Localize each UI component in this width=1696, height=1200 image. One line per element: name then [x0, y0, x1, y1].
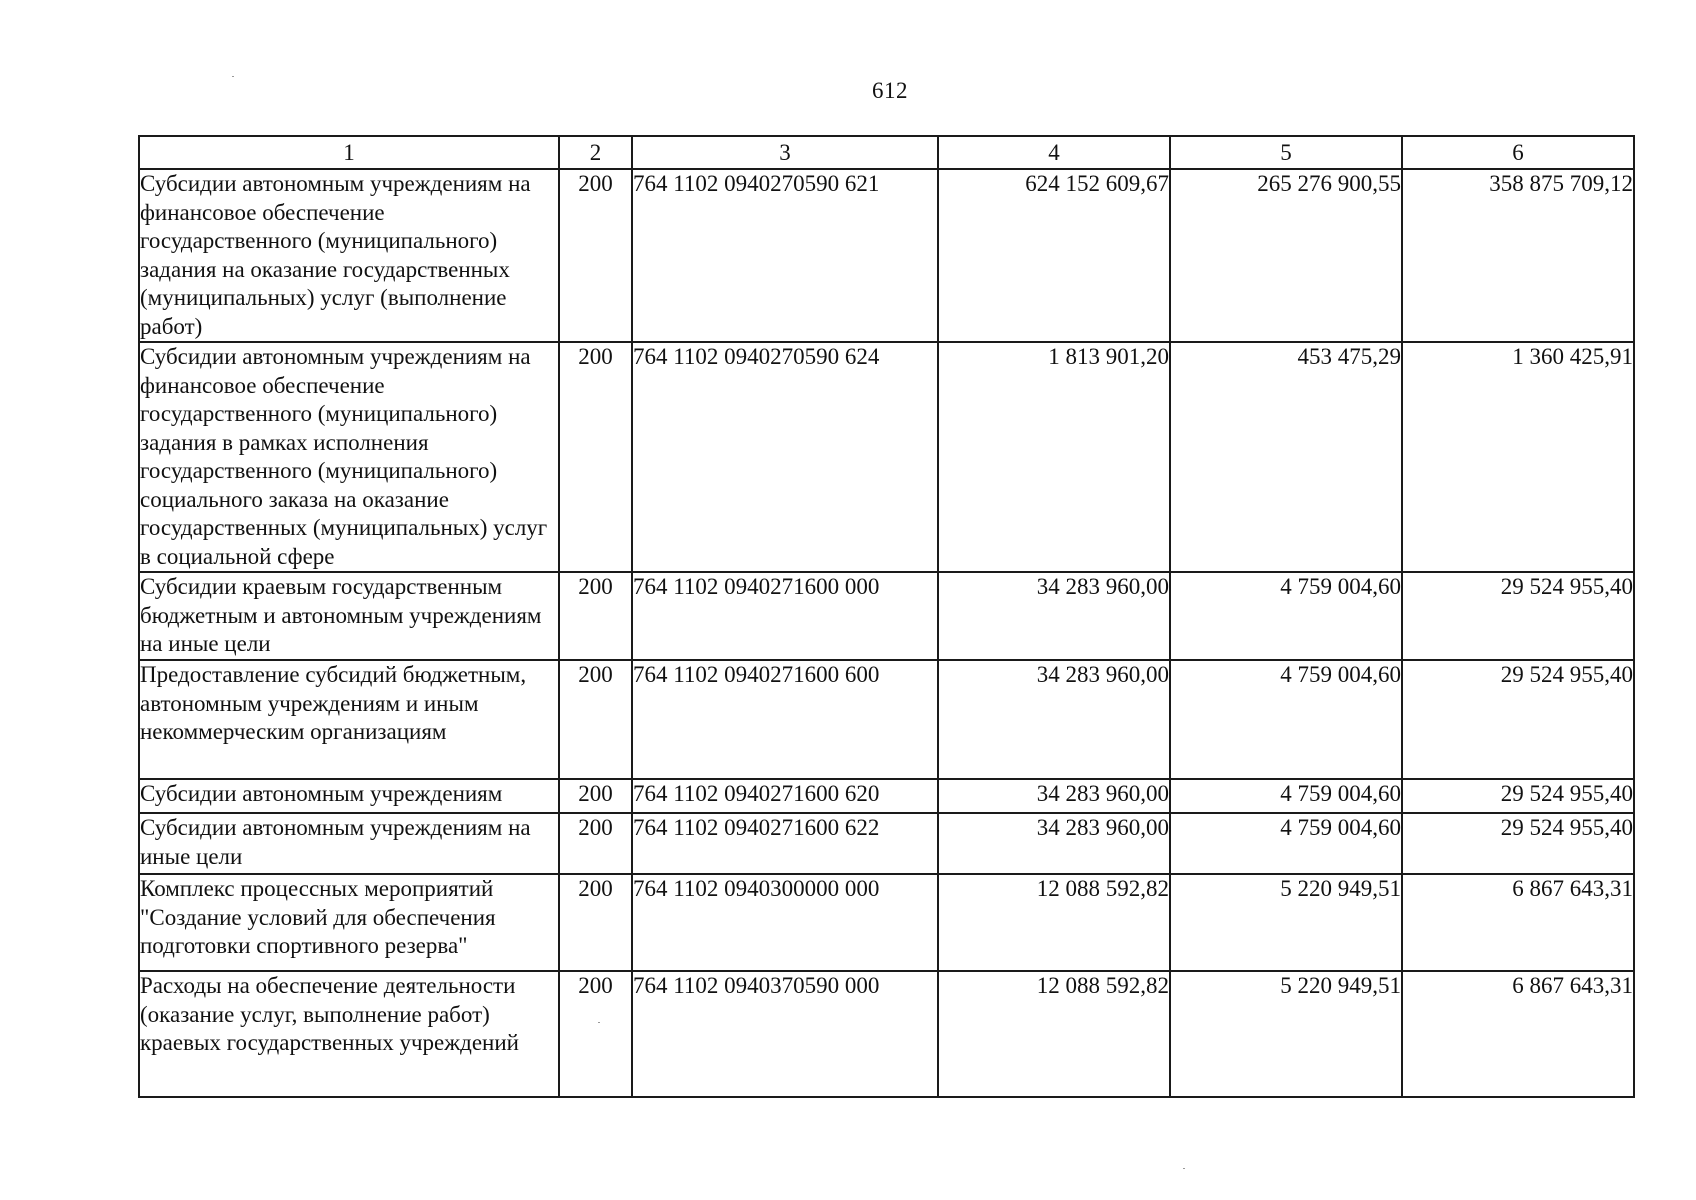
scan-speck	[598, 1022, 600, 1023]
row-value-6: 29 524 955,40	[1402, 779, 1634, 813]
row-value-4: 34 283 960,00	[938, 572, 1170, 660]
column-header-4: 4	[938, 136, 1170, 169]
table-row	[139, 813, 1634, 874]
column-header-2: 2	[559, 136, 632, 169]
row-value-5: 5 220 949,51	[1170, 971, 1402, 1097]
table-row	[139, 779, 1634, 813]
row-value-4: 34 283 960,00	[938, 813, 1170, 874]
page-number: 612	[872, 78, 908, 103]
row-value-4: 34 283 960,00	[938, 660, 1170, 779]
row-code: 200	[559, 813, 632, 874]
row-kbk: 764 1102 0940300000 000	[632, 874, 938, 971]
row-value-6: 6 867 643,31	[1402, 874, 1634, 971]
row-value-4: 34 283 960,00	[938, 779, 1170, 813]
column-header-5: 5	[1170, 136, 1402, 169]
table-row	[139, 874, 1634, 971]
column-header-3: 3	[632, 136, 938, 169]
row-code: 200	[559, 971, 632, 1097]
row-value-5: 4 759 004,60	[1170, 779, 1402, 813]
row-code: 200	[559, 169, 632, 342]
row-name: Субсидии краевым государственным бюджетным и автономным учреждениям на иные цели	[139, 572, 559, 660]
row-value-6: 1 360 425,91	[1402, 342, 1634, 572]
row-name: Комплекс процессных мероприятий "Создание условий для обеспечения подготовки спортивного резерва"	[139, 874, 559, 971]
row-value-6: 6 867 643,31	[1402, 971, 1634, 1097]
row-name: Субсидии автономным учреждениям	[139, 779, 559, 813]
row-value-5: 4 759 004,60	[1170, 660, 1402, 779]
row-value-5: 265 276 900,55	[1170, 169, 1402, 342]
column-number-row	[139, 136, 1634, 169]
row-value-5: 4 759 004,60	[1170, 572, 1402, 660]
row-code: 200	[559, 572, 632, 660]
budget-table	[138, 135, 1635, 1098]
table-row	[139, 342, 1634, 572]
table-row	[139, 572, 1634, 660]
row-name: Субсидии автономным учреждениям на финансовое обеспечение государственного (муниципального) задания в рамках исполнения государственного (муниципального) социального заказа на оказание государственных (муниципальных) услуг в социальной сфере	[139, 342, 559, 572]
row-name: Предоставление субсидий бюджетным, автономным учреждениям и иным некоммерческим организациям	[139, 660, 559, 779]
row-kbk: 764 1102 0940370590 000	[632, 971, 938, 1097]
table-row	[139, 971, 1634, 1097]
column-header-6: 6	[1402, 136, 1634, 169]
row-kbk: 764 1102 0940271600 620	[632, 779, 938, 813]
row-kbk: 764 1102 0940270590 621	[632, 169, 938, 342]
row-value-6: 358 875 709,12	[1402, 169, 1634, 342]
row-code: 200	[559, 779, 632, 813]
row-value-5: 453 475,29	[1170, 342, 1402, 572]
row-code: 200	[559, 660, 632, 779]
row-code: 200	[559, 342, 632, 572]
row-value-6: 29 524 955,40	[1402, 660, 1634, 779]
scan-speck	[232, 76, 234, 77]
row-name: Расходы на обеспечение деятельности (оказание услуг, выполнение работ) краевых государственных учреждений	[139, 971, 559, 1097]
row-name: Субсидии автономным учреждениям на иные цели	[139, 813, 559, 874]
row-kbk: 764 1102 0940271600 600	[632, 660, 938, 779]
row-value-4: 624 152 609,67	[938, 169, 1170, 342]
row-kbk: 764 1102 0940270590 624	[632, 342, 938, 572]
row-name: Субсидии автономным учреждениям на финансовое обеспечение государственного (муниципального) задания на оказание государственных (муниципальных) услуг (выполнение работ)	[139, 169, 559, 342]
table-row	[139, 169, 1634, 342]
row-value-6: 29 524 955,40	[1402, 572, 1634, 660]
row-value-4: 12 088 592,82	[938, 874, 1170, 971]
row-value-5: 5 220 949,51	[1170, 874, 1402, 971]
scan-speck	[1183, 1168, 1185, 1169]
table-row	[139, 660, 1634, 779]
row-kbk: 764 1102 0940271600 622	[632, 813, 938, 874]
row-value-5: 4 759 004,60	[1170, 813, 1402, 874]
row-value-4: 12 088 592,82	[938, 971, 1170, 1097]
row-value-6: 29 524 955,40	[1402, 813, 1634, 874]
row-value-4: 1 813 901,20	[938, 342, 1170, 572]
column-header-1: 1	[139, 136, 559, 169]
row-code: 200	[559, 874, 632, 971]
row-kbk: 764 1102 0940271600 000	[632, 572, 938, 660]
